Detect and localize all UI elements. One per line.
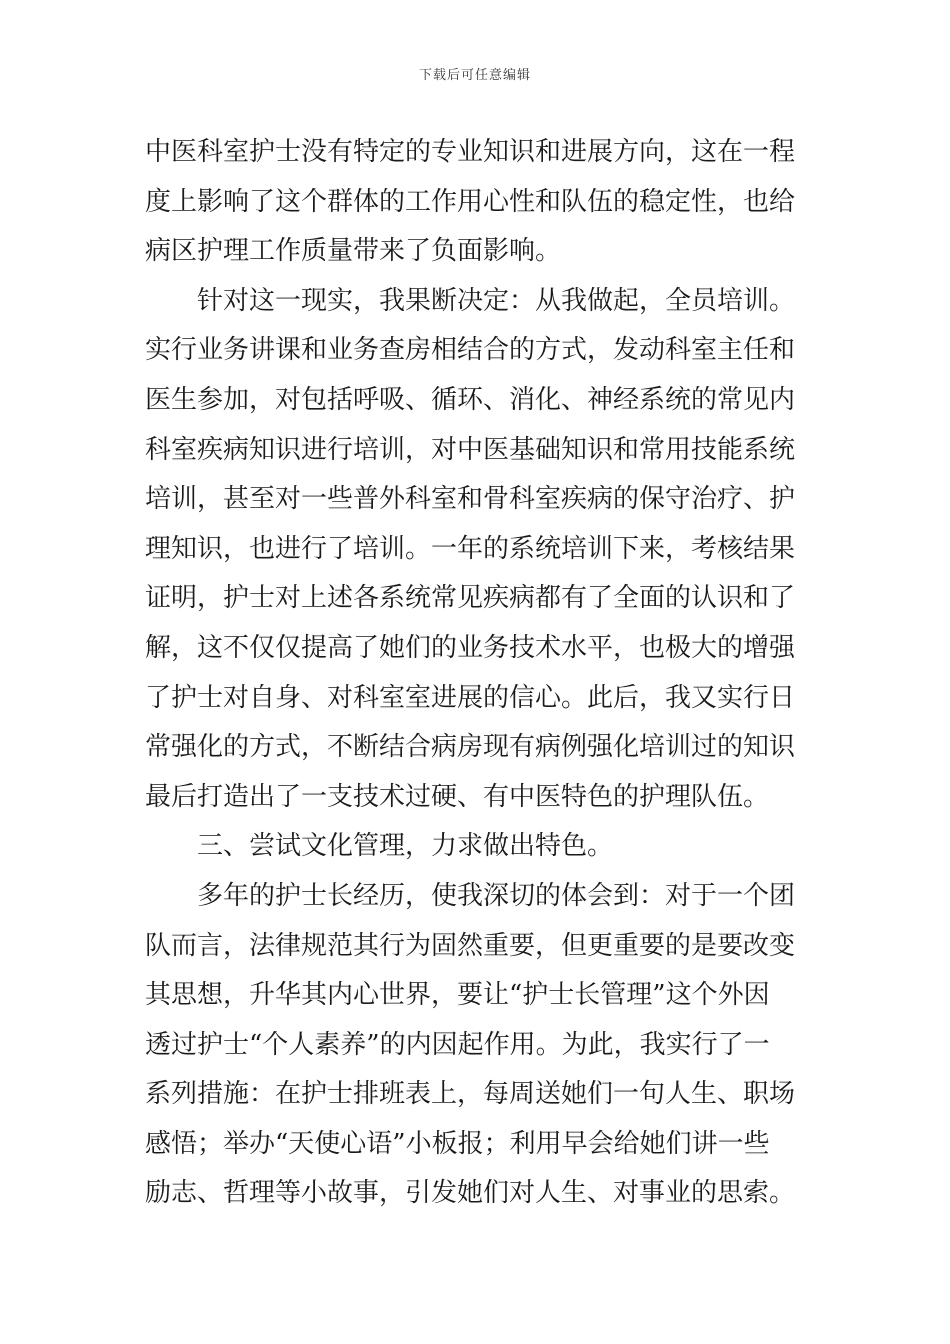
paragraph-1	[145, 128, 807, 277]
text-line: 其思想，升华其内心世界，要让“护士长管理”这个外因	[145, 980, 770, 1011]
text-line: 培训，甚至对一些普外科室和骨科室疾病的保守治疗、护	[145, 484, 796, 515]
text-line: 常强化的方式，不断结合病房现有病例强化培训过的知识	[145, 732, 796, 763]
text-line: 透过护士“个人素养”的内因起作用。为此，我实行了一	[145, 1029, 770, 1060]
text-line: 证明，护士对上述各系统常见疾病都有了全面的认识和了	[145, 583, 796, 614]
paragraph-2	[145, 277, 807, 823]
text-line: 了护士对自身、对科室室进展的信心。此后，我又实行日	[145, 682, 796, 713]
text-line: 理知识，也进行了培训。一年的系统培训下来，考核结果	[145, 533, 796, 564]
document-body	[145, 128, 807, 1219]
text-line: 解，这不仅仅提高了她们的业务技术水平，也极大的增强	[145, 632, 796, 663]
text-line: 队而言，法律规范其行为固然重要，但更重要的是要改变	[145, 930, 796, 961]
text-line: 度上影响了这个群体的工作用心性和队伍的稳定性，也给	[145, 186, 796, 217]
text-line: 中医科室护士没有特定的专业知识和进展方向，这在一程	[145, 137, 796, 167]
text-line: 三、尝试文化管理，力求做出特色。	[197, 831, 614, 862]
text-line: 针对这一现实，我果断决定：从我做起，全员培训。	[197, 285, 796, 316]
text-line: 励志、哲理等小故事，引发她们对人生、对事业的思索。	[145, 1178, 796, 1209]
text-line: 科室疾病知识进行培训，对中医基础知识和常用技能系统	[145, 434, 796, 465]
paragraph-3	[145, 872, 807, 1219]
text-line: 多年的护士长经历，使我深切的体会到：对于一个团	[197, 880, 796, 911]
text-line: 实行业务讲课和业务查房相结合的方式，发动科室主任和	[145, 335, 796, 366]
page-header: 下载后可任意编辑	[418, 68, 531, 83]
text-line: 最后打造出了一支技术过硬、有中医特色的护理队伍。	[145, 781, 770, 812]
text-line: 医生参加，对包括呼吸、循环、消化、神经系统的常见内	[145, 384, 796, 415]
text-line: 病区护理工作质量带来了负面影响。	[145, 236, 562, 267]
text-line: 系列措施：在护士排班表上，每周送她们一句人生、职场	[145, 1079, 796, 1110]
section-heading	[145, 822, 807, 872]
text-line: 感悟；举办“天使心语”小板报；利用早会给她们讲一些	[145, 1128, 770, 1159]
